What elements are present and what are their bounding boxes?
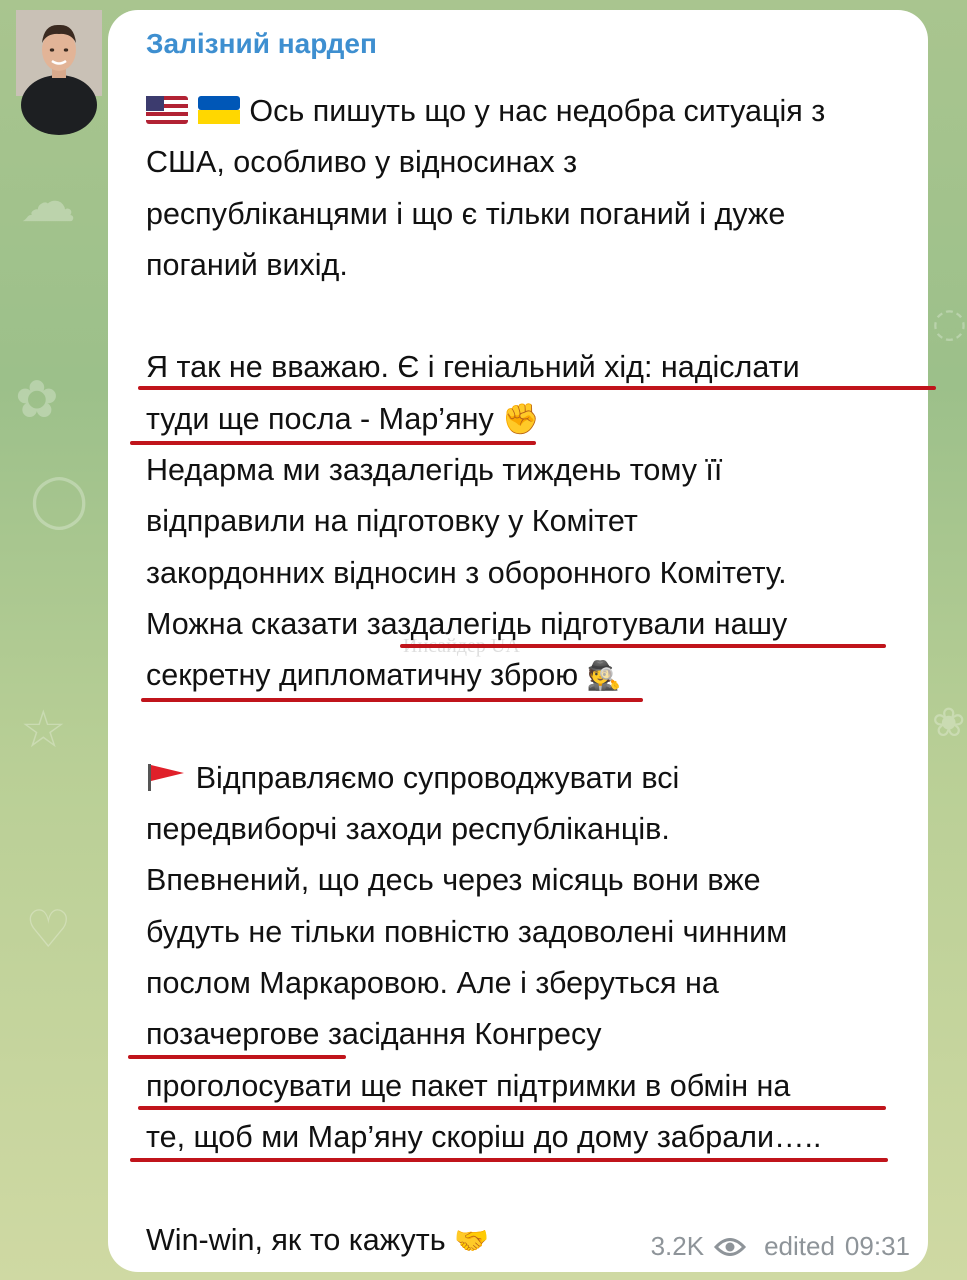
red-underline xyxy=(128,1055,346,1059)
background-doodle-ball-icon: ◌ xyxy=(932,300,967,346)
message-bubble[interactable] xyxy=(108,10,928,1272)
message-line-text: те, щоб ми Мар’яну скоріш до дому забрали….. xyxy=(146,1119,822,1154)
message-line: республіканцями і що є тільки поганий і дуже xyxy=(146,196,786,231)
message-line-text: Я так не вважаю. Є і геніальний хід: надіслати xyxy=(146,350,800,385)
message-line: поганий вихід. xyxy=(146,247,348,282)
blank-line xyxy=(146,702,916,753)
blank-line xyxy=(146,1163,916,1214)
message-line-text: Ось пишуть що у нас недобра ситуація з xyxy=(249,94,826,128)
message-line-underlined xyxy=(146,1112,916,1163)
background-doodle-fish-icon: ✿ xyxy=(15,370,59,430)
background-doodle-leaf-icon: ❀ xyxy=(932,700,966,746)
message-line-text: туди ще посла - Мар’яну xyxy=(146,401,494,436)
message-line-underlined xyxy=(146,1009,916,1060)
blank-line xyxy=(146,291,916,342)
red-flag-icon xyxy=(146,761,196,796)
message-line-text: Відправляємо супроводжувати всі xyxy=(195,760,680,795)
message-line: Недарма ми заздалегідь тиждень тому її xyxy=(146,453,723,488)
message-line-underlined xyxy=(146,1061,916,1112)
message-line-underlined xyxy=(146,394,916,445)
message-line xyxy=(146,753,916,804)
message-line-text: Win-win, як то кажуть xyxy=(146,1222,446,1257)
message-line-text: Можна сказати заздалегідь підготували нашу xyxy=(146,606,788,641)
background-doodle-heart-icon: ♡ xyxy=(25,900,72,960)
red-underline xyxy=(138,386,936,390)
message-line: відправили на підготовку у Комітет xyxy=(146,504,638,539)
red-underline xyxy=(141,698,643,702)
background-doodle-balloon-icon: ◯ xyxy=(30,470,89,530)
message-line: Впевнений, що десь через місяць вони вже xyxy=(146,863,761,898)
message-line-text: проголосувати ще пакет підтримки в обмін на xyxy=(146,1068,791,1103)
message-line-underlined xyxy=(146,342,916,393)
edited-label: edited xyxy=(764,1231,835,1261)
message-line: передвиборчі заходи республіканців. xyxy=(146,812,670,847)
handshake-icon: 🤝 xyxy=(454,1223,489,1257)
message-line-underlined xyxy=(146,599,916,650)
red-underline xyxy=(400,644,886,648)
background-doodle-star-icon: ☆ xyxy=(20,700,67,760)
message-line: послом Маркаровою. Але і зберуться на xyxy=(146,966,719,1001)
message-text xyxy=(146,86,916,1266)
us-flag-icon xyxy=(146,94,198,129)
detective-icon: 🕵 xyxy=(586,659,622,693)
raised-fist-icon: ✊ xyxy=(502,401,540,437)
message-line-underlined xyxy=(146,650,916,701)
red-underline xyxy=(130,1158,888,1162)
message-line-text: секретну дипломатичну зброю xyxy=(146,658,579,693)
message-line: будуть не тільки повністю задоволені чинним xyxy=(146,914,788,949)
message-time: 09:31 xyxy=(844,1231,910,1261)
message-line xyxy=(146,86,916,137)
avatar-portrait-icon xyxy=(16,10,102,96)
channel-name[interactable]: Залізний нардеп xyxy=(146,28,377,59)
view-count: 3.2K xyxy=(650,1231,705,1261)
red-underline xyxy=(138,1106,886,1110)
channel-avatar[interactable] xyxy=(16,10,102,96)
message-line-text: позачергове засідання Конгресу xyxy=(146,1017,602,1052)
ukraine-flag-icon xyxy=(198,94,250,129)
message-meta xyxy=(651,1231,910,1262)
background-doodle-cat-icon: ☁ xyxy=(20,170,76,235)
eye-icon xyxy=(714,1231,746,1262)
message-line: закордонних відносин з оборонного Комітету. xyxy=(146,555,787,590)
message-line: США, особливо у відносинах з xyxy=(146,145,578,180)
